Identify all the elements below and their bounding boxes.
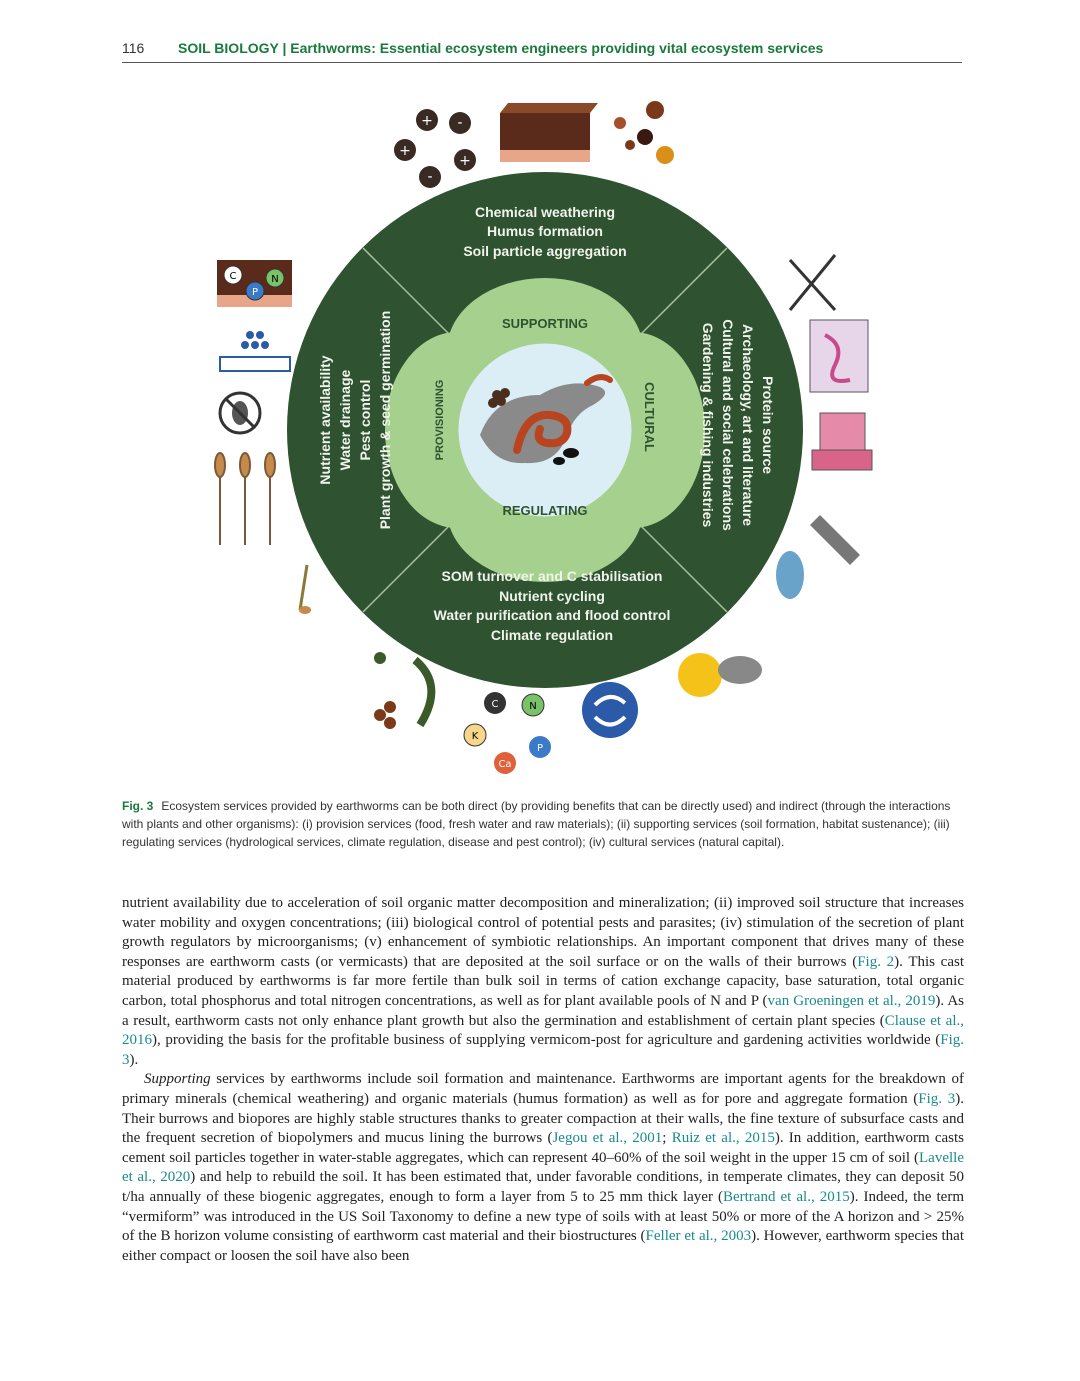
ref-link[interactable]: Lavelle et al., 2020 bbox=[122, 1149, 964, 1186]
charge-cycle-icon bbox=[394, 109, 476, 188]
label-provisioning: PROVISIONING bbox=[434, 379, 446, 461]
sun-cloud-icon bbox=[678, 653, 762, 697]
left-text-3: Pest control bbox=[357, 379, 373, 461]
bottom-text-4: Climate regulation bbox=[490, 627, 614, 643]
n-letter-2: N bbox=[529, 701, 537, 712]
n-letter: N bbox=[271, 274, 279, 285]
top-text-2: Humus formation bbox=[487, 223, 603, 239]
ref-link[interactable]: Ruiz et al., 2015 bbox=[671, 1130, 775, 1147]
running-header bbox=[122, 38, 962, 63]
bottom-text-1: SOM turnover and C stabilisation bbox=[441, 568, 663, 584]
right-text-4: Gardening & fishing industries bbox=[700, 322, 716, 528]
soil-block-icon bbox=[500, 103, 598, 162]
ref-link[interactable]: Bertrand et al., 2015 bbox=[722, 1188, 850, 1205]
right-text-3: Cultural and social celebrations bbox=[720, 319, 736, 531]
paragraph-2: Supporting services by earthworms include soil formation and maintenance. Earthworms are important agents for the breakdown of primary minerals (chemical weathering) and organic materials (humus formation) as well as for pore and aggregate formation (Fig. 3). Their burrows and biopores are highly stable structures thanks to greater compaction at their walls, the fine texture of subsurface casts and the frequent secretion of biopolymers and mucus lining the burrows (Jegou et al., 2001; Ruiz et al., 2015). In addition, earthworm casts cement soil particles together in water-stable aggregates, which can represent 40–60% of the soil weight in the upper 15 cm of soil (Lavelle et al., 2020) and help to rebuild the soil. It has been estimated that, under favorable conditions, in temperate climates, they can deposit 50 t/ha annually of these biogenic aggregates, enough to form a layer from 5 to 25 mm thick layer (Bertrand et al., 2015). Indeed, the term “vermiform” was introduced in the US Soil Taxonomy to define a new type of soils with at least 50% or more of the A horizon and > 25% of the B horizon volume consisting of earthworm cast material and their biostructures (Feller et al., 2003). However, earthworm species that either compact or loosen the soil have also been bbox=[122, 1071, 965, 1264]
cutlery-icon bbox=[790, 255, 835, 310]
aggregates-icon bbox=[614, 101, 674, 164]
svg-text:-: - bbox=[457, 115, 463, 131]
moon-humus-icon bbox=[374, 652, 431, 729]
svg-text:+: + bbox=[399, 143, 411, 159]
left-text-1: Nutrient availability bbox=[317, 355, 333, 485]
stamp-icon bbox=[810, 320, 868, 392]
right-text-1: Protein source bbox=[760, 375, 776, 475]
water-cycle-icon bbox=[582, 682, 638, 738]
figure-label: Fig. 3 bbox=[122, 799, 154, 813]
label-cultural: CULTURAL bbox=[642, 382, 657, 452]
top-text-1: Chemical weathering bbox=[474, 204, 616, 220]
svg-text:C: C bbox=[491, 699, 499, 710]
label-supporting: SUPPORTING bbox=[502, 316, 588, 331]
bottom-text-3: Water purification and flood control bbox=[433, 607, 671, 623]
body-text bbox=[122, 894, 964, 1266]
ref-link[interactable]: van Groeningen et al., 2019 bbox=[767, 992, 936, 1009]
bottom-text-2: Nutrient cycling bbox=[499, 588, 605, 604]
top-text-3: Soil particle aggregation bbox=[463, 243, 627, 259]
water-drainage-icon bbox=[220, 331, 290, 371]
theater-masks-icon bbox=[812, 413, 872, 470]
figure-caption bbox=[122, 797, 964, 851]
p-letter: P bbox=[536, 743, 544, 754]
ref-link[interactable]: Fig. 3 bbox=[122, 1032, 964, 1068]
svg-text:P: P bbox=[251, 287, 259, 298]
ref-link[interactable]: Clause et al., 2016 bbox=[122, 1012, 964, 1049]
running-title: SOIL BIOLOGY | Earthworms: Essential ecosystem engineers providing vital ecosystem services bbox=[178, 40, 824, 56]
paragraph-1: nutrient availability due to acceleration of soil organic matter decomposition and mineralization; (ii) improved soil structure that increases water mobility and oxygen concentrations; (iii) biological control of potential pests and parasites; (iv) stimulation of the secretion of plant growth regulators by microorganisms; (v) enhancement of symbiotic relationships. An important component that drives many of these responses are earthworm casts (or vermicasts) that are deposited at the soil surface or on the walls of their burrows (Fig. 2). This cast material produced by earthworms is far more fertile than bulk soil in terms of cation exchange capacity, base saturation, total organic carbon, total phosphorus and total nitrogen concentrations, as well as for plant available pools of N and P (van Groeningen et al., 2019). As a result, earthworm casts not only enhance plant growth but also the germination and establishment of certain plant species (Clause et al., 2016), providing the basis for the profitable business of supplying vermicom-post for agriculture and gardening activities worldwide (Fig. 3). bbox=[122, 895, 964, 1068]
no-pests-icon bbox=[220, 393, 260, 433]
ref-link[interactable]: Fig. 2 bbox=[857, 953, 895, 970]
ca-letter: Ca bbox=[498, 759, 512, 770]
caption-text: Ecosystem services provided by earthworms can be both direct (by providing benefits that can be directly used) and indirect (through the interactions with plants and other organisms): (i) provision services (food, fresh water and raw materials); (ii) supporting services (soil formation, habitat sustenance); (iii) regulating services (hydrological services, climate regulation, disease and pest control); (iv) cultural services (natural capital). bbox=[122, 799, 951, 849]
left-text-2: Water drainage bbox=[337, 369, 353, 471]
trowel-fish-icon bbox=[776, 515, 860, 599]
left-text-4: Plant growth & seed germination bbox=[377, 310, 393, 530]
ecosystem-services-diagram bbox=[195, 95, 895, 785]
crops-icon bbox=[215, 453, 275, 545]
seedling-icon bbox=[299, 565, 311, 614]
page-number: 116 bbox=[122, 40, 145, 56]
svg-text:+: + bbox=[459, 153, 471, 169]
right-text-2: Archaeology, art and literature bbox=[740, 323, 756, 527]
ref-link[interactable]: Feller et al., 2003 bbox=[645, 1228, 752, 1245]
svg-text:+: + bbox=[421, 113, 433, 129]
label-regulating: REGULATING bbox=[502, 503, 588, 518]
svg-text:-: - bbox=[427, 169, 433, 185]
nutrient-soil-icon bbox=[217, 260, 292, 307]
k-letter: K bbox=[471, 731, 479, 742]
ref-link[interactable]: Jegou et al., 2001 bbox=[552, 1130, 663, 1147]
c-letter: C bbox=[229, 271, 237, 282]
nutrient-cycle-icon bbox=[464, 692, 551, 774]
figure-3 bbox=[195, 95, 895, 785]
ref-link[interactable]: Fig. 3 bbox=[918, 1090, 956, 1107]
